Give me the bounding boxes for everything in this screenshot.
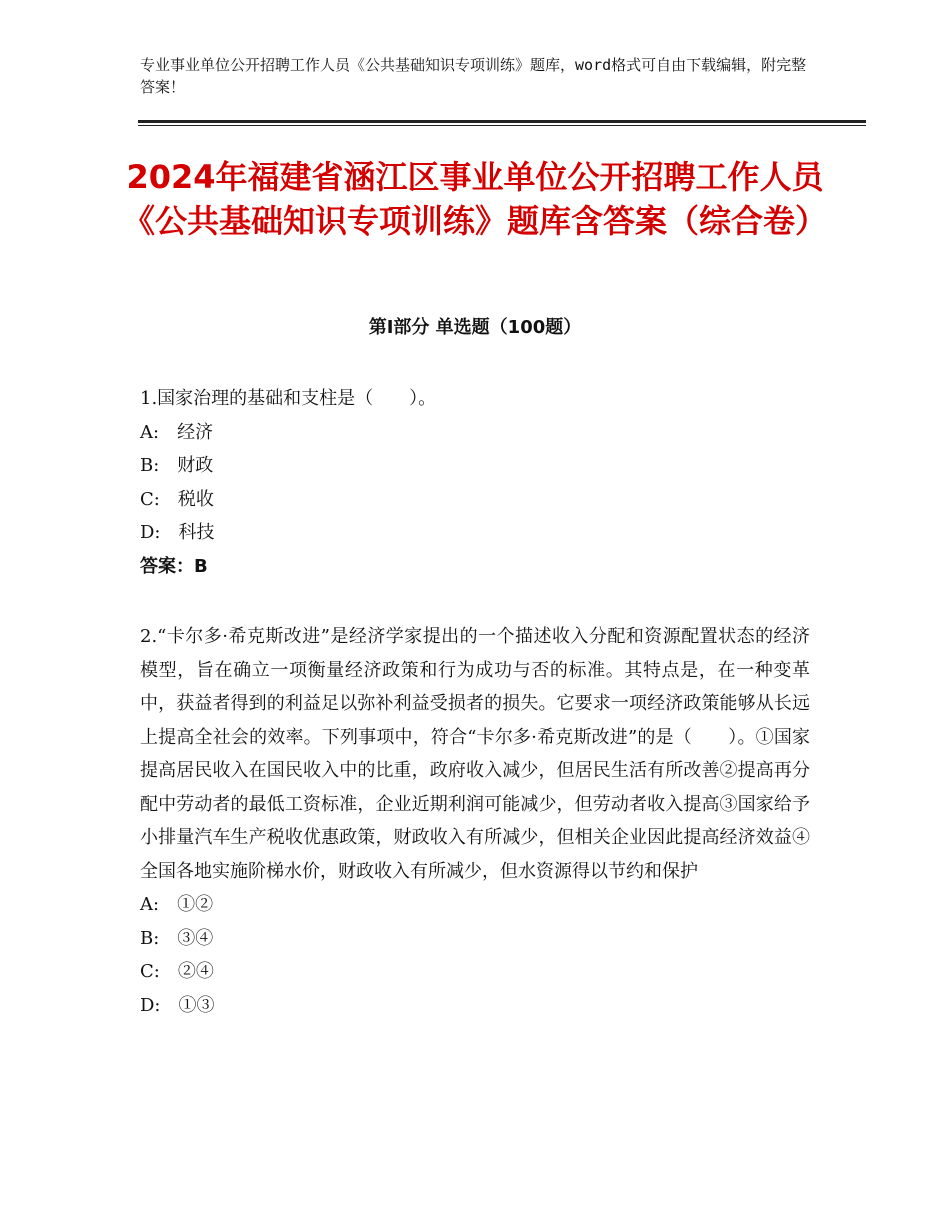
section-title: 第Ⅰ部分 单选题（100题） bbox=[368, 317, 582, 338]
header-rule-thick bbox=[138, 120, 866, 123]
answer-line: 答案：B bbox=[140, 555, 208, 577]
question-text: 2.“卡尔多·希克斯改进”是经济学家提出的一个描述收入分配和资源配置状态的经济模型，旨在确立一项衡量经济政策和行为成功与否的标准。其特点是，在一种变革中，获益者得到的利益足以弥补利益受损者的损失。它要求一项经济政策能够从长远上提高全社会的效率。下列事项中，符合“卡尔多·希克斯改进”的是（ ）。①国家提高居民收入在国民收入中的比重，政府收入减少，但居民生活有所改善②提高再分配中劳动者的最低工资标准，企业近期利润可能减少，但劳动者收入提高③国家给予小排量汽车生产税收优惠政策，财政收入有所减少，但相关企业因此提高经济效益④全国各地实施阶梯水价，财政收入有所减少，但水资源得以节约和保护 bbox=[140, 626, 810, 882]
question-text: 1.国家治理的基础和支柱是（ ）。 bbox=[140, 388, 437, 409]
option-c: C: 税收 bbox=[140, 488, 214, 510]
header-rule-thin bbox=[138, 125, 866, 126]
document-title: 2024年福建省涵江区事业单位公开招聘工作人员《公共基础知识专项训练》题库含答案（综合卷） bbox=[122, 158, 827, 240]
option-b: B: 财政 bbox=[140, 455, 214, 476]
option-d: D: 科技 bbox=[140, 522, 215, 543]
option-a: A: 经济 bbox=[140, 421, 214, 443]
header-note: 专业事业单位公开招聘工作人员《公共基础知识专项训练》题库，word格式可自由下载编辑，附完整答案！ bbox=[140, 56, 807, 96]
question-2 bbox=[140, 620, 810, 1022]
option-c: C: ②④ bbox=[140, 961, 214, 982]
option-a: A: ①② bbox=[140, 894, 214, 915]
option-b: B: ③④ bbox=[140, 927, 214, 949]
question-1 bbox=[140, 382, 810, 584]
option-d: D: ①③ bbox=[140, 994, 215, 1016]
